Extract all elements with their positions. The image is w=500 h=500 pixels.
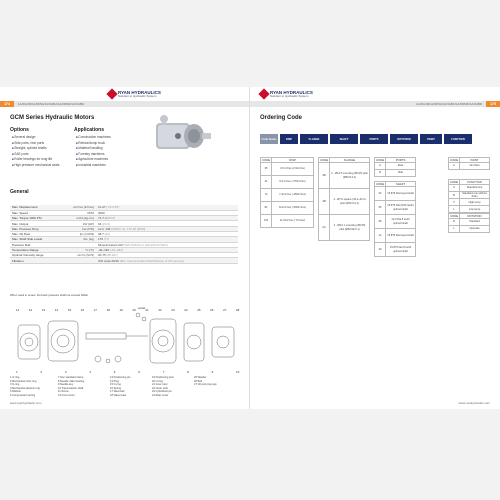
list-item: ■ SAE ports bbox=[12, 152, 59, 158]
table-row bbox=[319, 163, 370, 189]
spec-table bbox=[10, 205, 238, 264]
spec-value: 71-7.4 [83-5] bbox=[96, 216, 238, 221]
spec-value: 20-75 [98-347] bbox=[96, 253, 238, 258]
spec-value: -40~140 [-40~284] bbox=[96, 247, 238, 252]
description-cell: 3.5 in³/rev (2.9in³/rev) bbox=[272, 163, 314, 176]
description-cell: 15.875 Dia keyed shaft bbox=[386, 229, 416, 243]
code-cell: AB bbox=[319, 189, 330, 215]
page-title: Ordering Code bbox=[260, 115, 303, 121]
callout-label: 24 bbox=[184, 308, 188, 312]
description-cell: 15.875 Dia 8 tooth splined shaft bbox=[386, 243, 416, 257]
table-row bbox=[375, 187, 416, 201]
outlet-label: outlet bbox=[138, 306, 146, 310]
description-cell: 8.2cm³/rev (.500in³/rev) bbox=[272, 202, 314, 215]
description-cell: 15.875 Dia (9/16 teeth) splined shaft bbox=[386, 201, 416, 215]
legend-item: 8 Needle roller bearing bbox=[58, 379, 85, 383]
table-row bbox=[449, 163, 490, 170]
table-row bbox=[261, 215, 314, 228]
legend-item: 12 Front cover bbox=[58, 393, 75, 397]
website-url[interactable]: www.ryanhydraulic.com bbox=[458, 401, 490, 405]
table-row bbox=[375, 163, 416, 170]
callout-label: 16 bbox=[80, 308, 85, 312]
header-stripe bbox=[0, 101, 250, 107]
brand-tagline: Solution to Hydraulic System bbox=[270, 94, 309, 98]
list-item: ■ Roller bearings for long life bbox=[12, 157, 59, 163]
spec-label: Filtration bbox=[10, 258, 66, 263]
legend-item: 2 Mechanical rotor ring bbox=[10, 379, 37, 383]
callout-label: 18 bbox=[106, 308, 110, 312]
column-header: FLANGE bbox=[330, 158, 370, 163]
exploded-view-drawing bbox=[8, 299, 242, 375]
spec-label: Optimal Viscosity range bbox=[10, 253, 66, 258]
spec-value: 11-47 [.70-2.87] bbox=[96, 205, 238, 210]
description-cell: 4 - Ø7.0 square (43.4~43.4) pilot (Ø40.0-0.1) bbox=[330, 189, 370, 215]
table-row bbox=[10, 258, 238, 263]
callout-label: 3 bbox=[64, 370, 67, 374]
legend-item: 14 Plug bbox=[110, 379, 119, 383]
legend-item: 11 Screw bbox=[58, 390, 69, 394]
callout-label: 14 bbox=[54, 308, 59, 312]
function-table bbox=[448, 179, 490, 213]
spec-value: cont. 138 [2000] / int. 172.36 [2500] bbox=[96, 226, 238, 231]
callout-label: 6 bbox=[138, 370, 140, 374]
callout-label: 4 bbox=[89, 370, 91, 374]
callout-label: 11 bbox=[16, 308, 20, 312]
column-header: CODE bbox=[450, 158, 459, 162]
callout-label: 8 bbox=[187, 370, 189, 374]
code-cell: AB bbox=[319, 163, 330, 189]
legend-item: 10 Transmission shaft bbox=[58, 386, 84, 390]
code-chip: Code Series bbox=[260, 134, 278, 144]
left-page bbox=[0, 87, 250, 409]
callout-label: 12 bbox=[28, 308, 33, 312]
code-cell: 02 bbox=[375, 187, 386, 201]
catalog-spread bbox=[0, 87, 500, 409]
table-row bbox=[261, 163, 314, 176]
breadcrumb-prefix: 1A/4GCM/1A/3F5A/1A/3ABU/1A/3DMD/1A/3ABD bbox=[416, 102, 482, 106]
callout-label: 20 bbox=[132, 308, 136, 312]
spec-unit bbox=[66, 258, 96, 263]
disp-table bbox=[260, 157, 314, 228]
legend-item: 15 O-ring bbox=[110, 383, 121, 387]
table-row bbox=[375, 229, 416, 243]
spec-unit: lbs. [kg] bbox=[66, 237, 96, 242]
description-cell: 11.5cm³/rev (.7in³/rev) bbox=[272, 215, 314, 228]
table-row bbox=[449, 226, 490, 233]
legend-item: 3 O-ring bbox=[10, 383, 20, 387]
spec-label: Max. Pressure Drop bbox=[10, 226, 66, 231]
column-header: CODE bbox=[376, 158, 385, 162]
legend-column bbox=[194, 376, 234, 398]
code-chip: PORTS bbox=[360, 134, 388, 144]
table-row bbox=[261, 189, 314, 202]
column-header: PAINT bbox=[460, 158, 490, 163]
legend-item: 24 Rear cover bbox=[152, 393, 169, 397]
table-row bbox=[375, 215, 416, 229]
table-row bbox=[261, 176, 314, 189]
legend-item: 7 Non standard clamp bbox=[58, 376, 84, 379]
brand-mark-icon bbox=[106, 89, 117, 100]
spec-label: Max. Speed bbox=[10, 210, 66, 215]
column-header: CODE bbox=[262, 158, 271, 162]
spec-label: Max. Shaft Side Loads bbox=[10, 237, 66, 242]
page-number: 174 bbox=[0, 101, 14, 107]
shaft-table bbox=[374, 181, 416, 257]
table-row bbox=[449, 206, 490, 213]
column-header: CODE bbox=[450, 214, 459, 218]
header-stripe bbox=[250, 101, 500, 107]
legend-item: 20 O-ring bbox=[152, 379, 163, 383]
table-row bbox=[375, 170, 416, 177]
column-header: SHAFT bbox=[386, 182, 416, 187]
paint-table bbox=[448, 157, 490, 170]
list-item: ■ Forestry machines bbox=[76, 152, 111, 158]
breadcrumb bbox=[416, 101, 482, 107]
description-cell: High temp bbox=[460, 199, 490, 206]
spec-unit: °C [°F] bbox=[66, 247, 96, 252]
callout-label: 5 bbox=[113, 370, 116, 374]
list-item: ■ Construction machines bbox=[76, 135, 111, 141]
spec-label: Max. Displacement bbox=[10, 205, 66, 210]
spec-unit: RPM bbox=[66, 210, 96, 215]
code-cell: 74 bbox=[261, 189, 272, 202]
options-heading: Options bbox=[10, 127, 29, 133]
description-cell: Low temp bbox=[460, 206, 490, 213]
spec-value: 3000 bbox=[96, 210, 238, 215]
callout-label: 10 bbox=[236, 370, 240, 374]
legend-item: 1 O-ring bbox=[10, 376, 20, 379]
column-header: PORTS bbox=[386, 158, 416, 163]
spec-value: 38.7 [10] bbox=[96, 231, 238, 236]
callout-label: 1 bbox=[16, 370, 18, 374]
legend-column bbox=[152, 376, 194, 398]
spec-value: 64 [20.3] bbox=[96, 221, 238, 226]
ports-table bbox=[374, 157, 416, 177]
applications-heading: Applications bbox=[74, 127, 105, 133]
description-cell: Opposite bbox=[460, 226, 490, 233]
spec-value: 170 [77] bbox=[96, 237, 238, 242]
legend-item: 16 Spring bbox=[110, 386, 122, 390]
legend-item: 25 Washer bbox=[194, 376, 207, 379]
callout-label: 9 bbox=[211, 370, 214, 374]
callout-label: 27 bbox=[223, 308, 227, 312]
website-url[interactable]: www.ryanhydraulic.com bbox=[10, 401, 42, 405]
description-cell: Side bbox=[386, 170, 416, 177]
code-chip: ROTATION bbox=[390, 134, 418, 144]
code-cell: 115 bbox=[261, 215, 272, 228]
column-header: CODE bbox=[320, 158, 329, 162]
legend-item: 26 Bolt bbox=[194, 379, 203, 383]
list-item: ■ Material handling bbox=[76, 146, 111, 152]
legend-item: 19 Positioning pins bbox=[152, 376, 174, 379]
spec-unit: bar [PSI] bbox=[66, 226, 96, 231]
description-cell: 7.4cm³/rev (.456in³/rev) bbox=[272, 189, 314, 202]
brand-mark-icon bbox=[258, 89, 269, 100]
list-item: ■ Side ports, rear ports bbox=[12, 141, 59, 147]
legend-item: 27 Oil port plug cap bbox=[194, 383, 217, 387]
description-cell: 15.875 Dia keyed shaft bbox=[386, 187, 416, 201]
code-chip: FLANGE bbox=[300, 134, 328, 144]
description-cell: 2 - Ø12.5 mounting (80.65) pilot (Ø50.8-0.1) bbox=[330, 163, 370, 189]
brand-name: RYAN HYDRAULICS bbox=[270, 90, 313, 95]
table-row bbox=[375, 201, 416, 215]
legend-column bbox=[110, 376, 152, 398]
callout-label: 23 bbox=[171, 308, 175, 312]
description-cell: 12.0 Dia 8 tooth splined shaft bbox=[386, 215, 416, 229]
legend-item bbox=[194, 394, 234, 398]
page-number: 175 bbox=[486, 101, 500, 107]
table-row bbox=[319, 215, 370, 241]
callout-label: 13 bbox=[41, 308, 46, 312]
general-heading: General bbox=[10, 189, 29, 195]
column-header: CODE bbox=[450, 180, 459, 184]
description-cell: Rear bbox=[386, 163, 416, 170]
breadcrumb bbox=[18, 101, 84, 107]
list-item: ■ Industrial machines bbox=[76, 163, 111, 169]
code-cell: 82 bbox=[261, 202, 272, 215]
list-item: ■ High pressure mechanical seals bbox=[12, 163, 59, 169]
legend-item: 17 Steel ball bbox=[110, 390, 125, 394]
callout-label: 28 bbox=[236, 308, 240, 312]
legend-item: 22 Outer rotor bbox=[152, 386, 169, 390]
spec-unit: lpm [GPM] bbox=[66, 231, 96, 236]
list-item: ■ Several design bbox=[12, 135, 59, 141]
callout-label: 2 bbox=[40, 370, 43, 374]
legend-item: 21 Inner rotor bbox=[152, 383, 168, 387]
code-cell: AC bbox=[319, 215, 330, 241]
spec-label: Max. Oil Flow bbox=[10, 231, 66, 236]
legend-item: 13 Positioning pin bbox=[110, 376, 131, 379]
description-cell: 2 - Ø9.0 x mounting (80.65) pilot (Ø62.99-0.1) bbox=[330, 215, 370, 241]
right-page bbox=[250, 87, 500, 409]
legend-column bbox=[58, 376, 110, 398]
series-note: When used in series, the back pressure shall not exceed 40bar bbox=[10, 293, 89, 297]
code-chip: PAINT bbox=[420, 134, 442, 144]
options-list bbox=[12, 135, 59, 169]
code-cell: B bbox=[449, 192, 460, 199]
motor-illustration bbox=[150, 111, 212, 155]
rotation-table bbox=[448, 213, 490, 233]
code-cell: 05 bbox=[375, 201, 386, 215]
code-cell: 35 bbox=[261, 163, 272, 176]
breadcrumb-prefix: 1A/4GCM/1A/3F5A/1A/3ABU/1A/3DMD/1A/3ABD bbox=[18, 102, 84, 106]
table-row bbox=[449, 219, 490, 226]
description-cell: Standard one bbox=[460, 185, 490, 192]
list-item: ■ Agriculture machines bbox=[76, 157, 111, 163]
spec-unit: cm³/rev [in³/rev] bbox=[66, 205, 96, 210]
code-cell: 30 bbox=[375, 243, 386, 257]
parts-legend bbox=[10, 376, 234, 398]
code-cell: A bbox=[449, 185, 460, 192]
list-item: ■ Refuse/dump truck bbox=[76, 141, 111, 147]
code-cell: A bbox=[375, 163, 386, 170]
code-chip: FUNCTION bbox=[444, 134, 472, 144]
callout-label: 25 bbox=[197, 308, 201, 312]
code-chip: SHAFT bbox=[330, 134, 358, 144]
spec-unit: kW [HP] bbox=[66, 221, 96, 226]
legend-column bbox=[10, 376, 58, 398]
description-cell: Standard one without drain bbox=[460, 192, 490, 199]
callout-label: 22 bbox=[158, 308, 162, 312]
spec-label: Pressure fluid bbox=[10, 242, 66, 247]
column-header: ROTATION bbox=[460, 214, 490, 219]
brand-logo bbox=[108, 90, 161, 99]
column-header: CODE bbox=[376, 182, 385, 186]
legend-item: 6 Compression spring bbox=[10, 393, 36, 397]
callout-label: 17 bbox=[93, 308, 97, 312]
legend-item: 5 Washer bbox=[10, 390, 22, 394]
table-row bbox=[449, 185, 490, 192]
code-cell: R bbox=[449, 219, 460, 226]
legend-item: 18 Valve base bbox=[110, 393, 127, 397]
spec-label: Max. Output bbox=[10, 221, 66, 226]
callout-label: 19 bbox=[119, 308, 123, 312]
table-row bbox=[261, 202, 314, 215]
list-item: ■ Straight, splined shafts bbox=[12, 146, 59, 152]
table-row bbox=[375, 243, 416, 257]
code-chip: DISP bbox=[280, 134, 298, 144]
spec-value: ISO code 20/16 (Min. recommended fluid filtration of 25 microns) bbox=[96, 258, 238, 263]
description-cell: Standard bbox=[460, 219, 490, 226]
description-cell: No Paint bbox=[460, 163, 490, 170]
flange-table bbox=[318, 157, 370, 241]
column-header: DISP bbox=[272, 158, 314, 163]
callout-label: 15 bbox=[67, 308, 72, 312]
code-cell: L bbox=[449, 226, 460, 233]
brand-logo bbox=[260, 90, 313, 99]
code-cell: 08 bbox=[375, 215, 386, 229]
brand-name: RYAN HYDRAULICS bbox=[118, 90, 161, 95]
code-cell: 12 bbox=[375, 229, 386, 243]
applications-list bbox=[76, 135, 111, 169]
code-cell: B bbox=[375, 170, 386, 177]
description-cell: 6.0 in³/rev (.373in³/rev) bbox=[272, 176, 314, 189]
spec-unit: mm²/s [SUS] bbox=[66, 253, 96, 258]
table-row bbox=[449, 199, 490, 206]
legend-item: 4 Mechanical plasmic ring bbox=[10, 386, 40, 390]
spec-unit: in-lbs [kg-cm] bbox=[66, 216, 96, 221]
table-row bbox=[319, 189, 370, 215]
code-cell: A bbox=[449, 163, 460, 170]
spec-label: Max. Torque 1000 PSI bbox=[10, 216, 66, 221]
code-cell: V bbox=[449, 199, 460, 206]
brand-tagline: Solution to Hydraulic System bbox=[118, 94, 157, 98]
callout-label: 26 bbox=[210, 308, 214, 312]
legend-item: 23 Cylindrical pin bbox=[152, 390, 172, 394]
code-cell: 41 bbox=[261, 176, 272, 189]
page-title: GCM Series Hydraulic Motors bbox=[10, 115, 95, 121]
callout-label: 21 bbox=[145, 308, 149, 312]
spec-value: Mineral based HLP (DIN 51524) or HM (ISO 6743/4) bbox=[96, 242, 238, 247]
code-cell: L bbox=[449, 206, 460, 213]
column-header: FUNCTION bbox=[460, 180, 490, 185]
callout-label: 7 bbox=[162, 370, 165, 374]
spec-label: Temperature Range bbox=[10, 247, 66, 252]
table-row bbox=[449, 192, 490, 199]
legend-item: 9 Needle key bbox=[58, 383, 74, 387]
